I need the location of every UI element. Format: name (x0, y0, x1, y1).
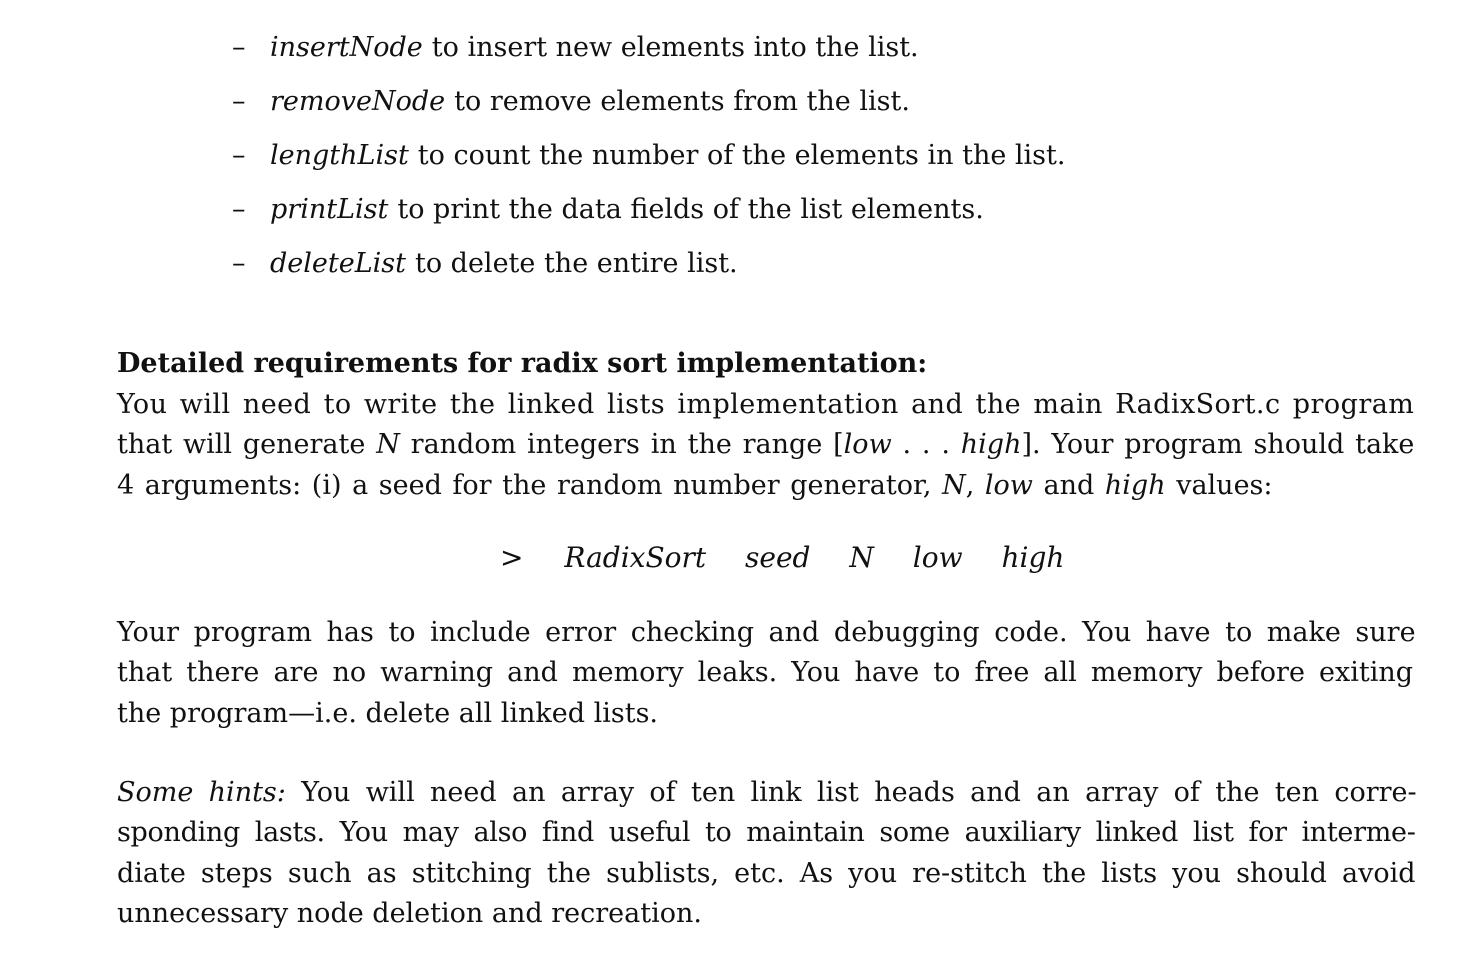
paragraph-line (117, 653, 1417, 693)
line-text: unnecessary node deletion and recreation. (117, 897, 702, 929)
list-item (232, 136, 1232, 190)
paragraph-line (117, 613, 1417, 653)
paragraph-line (117, 694, 1417, 734)
hints-lead: Some hints: (117, 777, 286, 808)
list-item (232, 28, 1232, 82)
line-text: the program—i.e. delete all linked lists. (117, 697, 659, 729)
function-name: insertNode (270, 32, 423, 63)
function-list (232, 28, 1232, 298)
dash-bullet: – (232, 32, 246, 63)
line-text: diate steps such as stitching the sublists, etc. As you re-stitch the lists you should avoid (117, 857, 1416, 889)
text-run: and (1043, 469, 1095, 501)
paragraph-line (117, 385, 1417, 425)
function-description: to remove elements from the list. (454, 86, 910, 117)
function-description: to insert new elements into the list. (431, 32, 919, 63)
function-name: printList (270, 194, 389, 225)
line-text (117, 425, 1414, 465)
paragraph-line (117, 813, 1417, 853)
text-run: that will generate (117, 429, 366, 461)
variable-n: N (942, 469, 966, 501)
paragraph-line (117, 894, 1417, 934)
command-usage (500, 538, 1064, 578)
error-checking-paragraph (117, 613, 1417, 734)
variable-high: high (960, 429, 1022, 461)
paragraph-line (117, 773, 1417, 813)
program-name: RadixSort (564, 541, 707, 574)
list-item (232, 244, 1232, 298)
paragraph-line (117, 466, 1417, 506)
dash-bullet: – (232, 86, 246, 117)
paragraph-line (117, 425, 1417, 465)
line-text: sponding lasts. You may also find useful to maintain some auxiliary linked list for interme- (117, 817, 1416, 849)
ellipsis: . . . (891, 429, 961, 461)
section-heading: Detailed requirements for radix sort implementation: (117, 348, 928, 379)
variable-high: high (1104, 469, 1166, 501)
function-name: lengthList (270, 140, 409, 171)
text-run: 4 arguments: (i) a seed for the random number generator, (117, 469, 932, 501)
function-description: to delete the entire list. (414, 248, 738, 279)
line-text (117, 466, 1273, 506)
function-name: deleteList (270, 248, 406, 279)
hints-paragraph (117, 773, 1417, 934)
dash-bullet: – (232, 194, 246, 225)
requirements-paragraph (117, 385, 1417, 506)
paragraph-line (117, 854, 1417, 894)
arg-seed: seed (745, 541, 811, 574)
text-run: ]. Your program should take (1021, 429, 1415, 461)
arg-low: low (912, 541, 963, 574)
list-item (232, 190, 1232, 244)
line-text (117, 773, 1417, 813)
function-description: to print the data fields of the list elements. (397, 194, 984, 225)
line-text: Your program has to include error checking and debugging code. You have to make sure (117, 617, 1416, 648)
arg-high: high (1001, 541, 1065, 574)
prompt-symbol: > (500, 541, 524, 574)
dash-bullet: – (232, 140, 246, 171)
text-run: random integers in the range [ (410, 429, 844, 461)
text-run: , (965, 469, 975, 501)
variable-low: low (843, 429, 892, 461)
text-run: You will need an array of ten link list heads and an array of the ten corre- (301, 777, 1417, 808)
dash-bullet: – (232, 248, 246, 279)
variable-n: N (376, 429, 400, 461)
function-description: to count the number of the elements in the list. (417, 140, 1066, 171)
list-item (232, 82, 1232, 136)
function-name: removeNode (270, 86, 446, 117)
line-text: You will need to write the linked lists implementation and the main RadixSort.c program (117, 389, 1415, 420)
line-text: that there are no warning and memory leaks. You have to free all memory before exiting (117, 657, 1414, 689)
arg-n: N (849, 541, 874, 574)
variable-low: low (984, 469, 1033, 501)
text-run: values: (1176, 469, 1273, 501)
